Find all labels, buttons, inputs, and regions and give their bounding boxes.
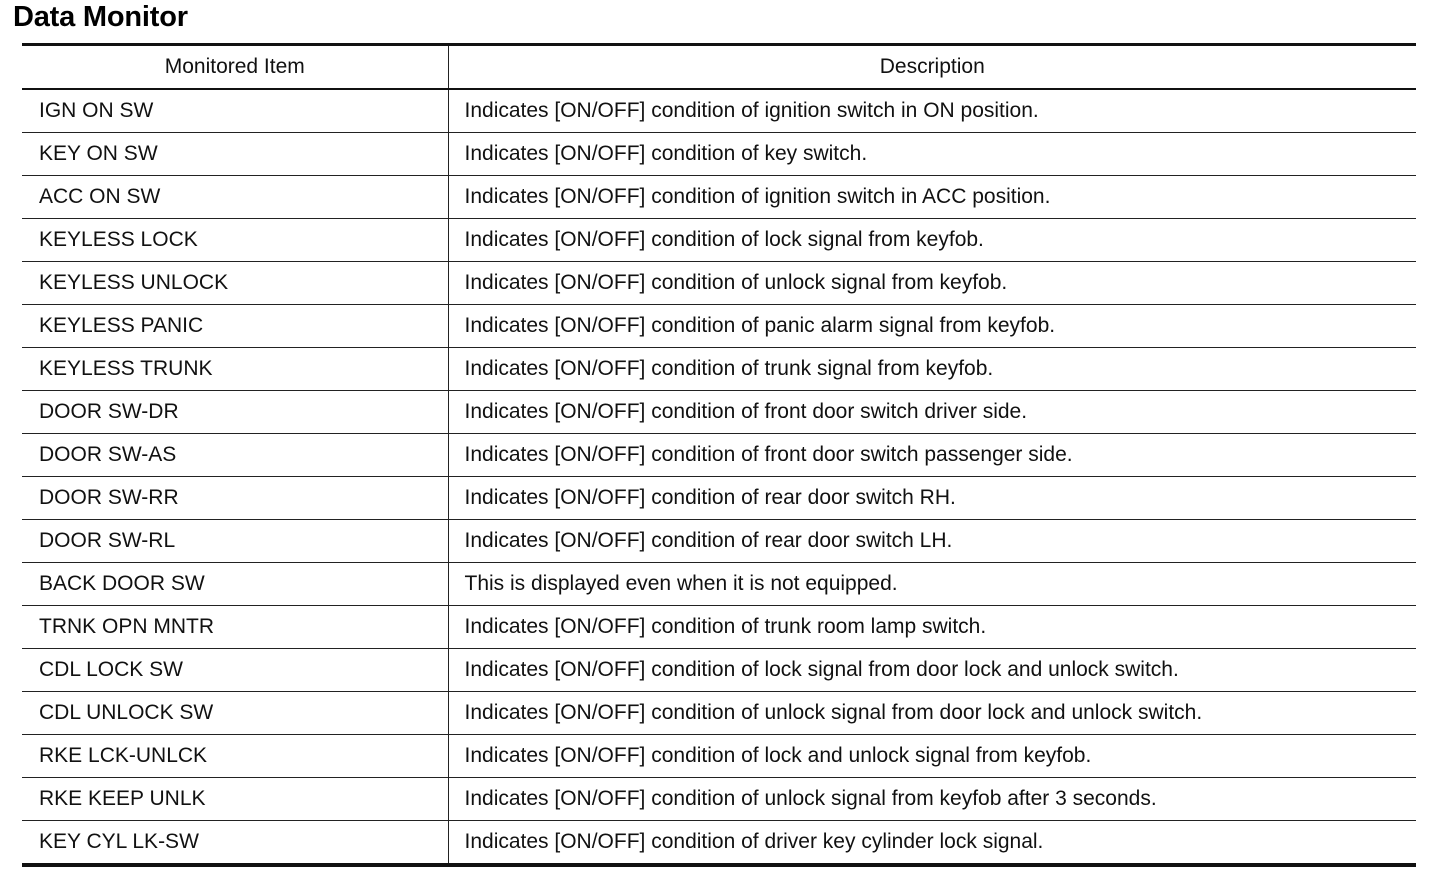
table-row <box>22 262 1416 305</box>
description-cell: Indicates [ON/OFF] condition of panic alarm signal from keyfob. <box>448 305 1416 348</box>
monitored-item-cell: IGN ON SW <box>22 89 448 133</box>
description-cell: Indicates [ON/OFF] condition of trunk signal from keyfob. <box>448 348 1416 391</box>
description-cell: Indicates [ON/OFF] condition of front door switch passenger side. <box>448 434 1416 477</box>
table-row <box>22 434 1416 477</box>
table-row <box>22 692 1416 735</box>
monitored-item-cell: KEY ON SW <box>22 133 448 176</box>
table-row <box>22 520 1416 563</box>
monitored-item-cell: DOOR SW-AS <box>22 434 448 477</box>
description-cell: Indicates [ON/OFF] condition of trunk room lamp switch. <box>448 606 1416 649</box>
monitored-item-cell: KEYLESS PANIC <box>22 305 448 348</box>
monitored-item-cell: KEYLESS LOCK <box>22 219 448 262</box>
table-row <box>22 735 1416 778</box>
table-row <box>22 133 1416 176</box>
monitored-item-cell: RKE KEEP UNLK <box>22 778 448 821</box>
description-cell: This is displayed even when it is not equipped. <box>448 563 1416 606</box>
monitored-item-cell: DOOR SW-DR <box>22 391 448 434</box>
table-row <box>22 477 1416 520</box>
table-row <box>22 606 1416 649</box>
data-monitor-table-container <box>22 43 1416 867</box>
description-cell: Indicates [ON/OFF] condition of rear door switch LH. <box>448 520 1416 563</box>
monitored-item-cell: KEYLESS UNLOCK <box>22 262 448 305</box>
monitored-item-cell: CDL UNLOCK SW <box>22 692 448 735</box>
table-row <box>22 176 1416 219</box>
description-cell: Indicates [ON/OFF] condition of lock and unlock signal from keyfob. <box>448 735 1416 778</box>
description-cell: Indicates [ON/OFF] condition of key switch. <box>448 133 1416 176</box>
table-header <box>22 45 1416 90</box>
table-row <box>22 821 1416 866</box>
header-row <box>22 45 1416 90</box>
table-row <box>22 89 1416 133</box>
description-cell: Indicates [ON/OFF] condition of front door switch driver side. <box>448 391 1416 434</box>
monitored-item-cell: ACC ON SW <box>22 176 448 219</box>
table-row <box>22 778 1416 821</box>
description-cell: Indicates [ON/OFF] condition of lock signal from door lock and unlock switch. <box>448 649 1416 692</box>
table-row <box>22 348 1416 391</box>
description-cell: Indicates [ON/OFF] condition of lock signal from keyfob. <box>448 219 1416 262</box>
monitored-item-cell: DOOR SW-RL <box>22 520 448 563</box>
table-body <box>22 89 1416 865</box>
table-row <box>22 219 1416 262</box>
description-cell: Indicates [ON/OFF] condition of unlock signal from keyfob after 3 seconds. <box>448 778 1416 821</box>
monitored-item-cell: BACK DOOR SW <box>22 563 448 606</box>
monitored-item-cell: CDL LOCK SW <box>22 649 448 692</box>
monitored-item-cell: DOOR SW-RR <box>22 477 448 520</box>
monitored-item-cell: KEYLESS TRUNK <box>22 348 448 391</box>
description-cell: Indicates [ON/OFF] condition of rear door switch RH. <box>448 477 1416 520</box>
page-title: Data Monitor <box>13 1 188 33</box>
description-cell: Indicates [ON/OFF] condition of driver key cylinder lock signal. <box>464 830 1044 853</box>
table-row <box>22 391 1416 434</box>
monitored-item-cell: KEY CYL LK-SW <box>22 821 448 866</box>
description-cell: Indicates [ON/OFF] condition of ignition switch in ON position. <box>448 89 1416 133</box>
table-row <box>22 305 1416 348</box>
table-row <box>22 563 1416 606</box>
monitored-item-cell: RKE LCK-UNLCK <box>22 735 448 778</box>
data-monitor-table <box>22 43 1416 867</box>
monitored-item-cell: TRNK OPN MNTR <box>22 606 448 649</box>
description-cell: Indicates [ON/OFF] condition of ignition switch in ACC position. <box>448 176 1416 219</box>
description-cell: Indicates [ON/OFF] condition of unlock signal from door lock and unlock switch. <box>448 692 1416 735</box>
table-row <box>22 649 1416 692</box>
description-cell: Indicates [ON/OFF] condition of unlock signal from keyfob. <box>448 262 1416 305</box>
header-monitored-item: Monitored Item <box>22 45 448 90</box>
header-description: Description <box>448 45 1416 90</box>
